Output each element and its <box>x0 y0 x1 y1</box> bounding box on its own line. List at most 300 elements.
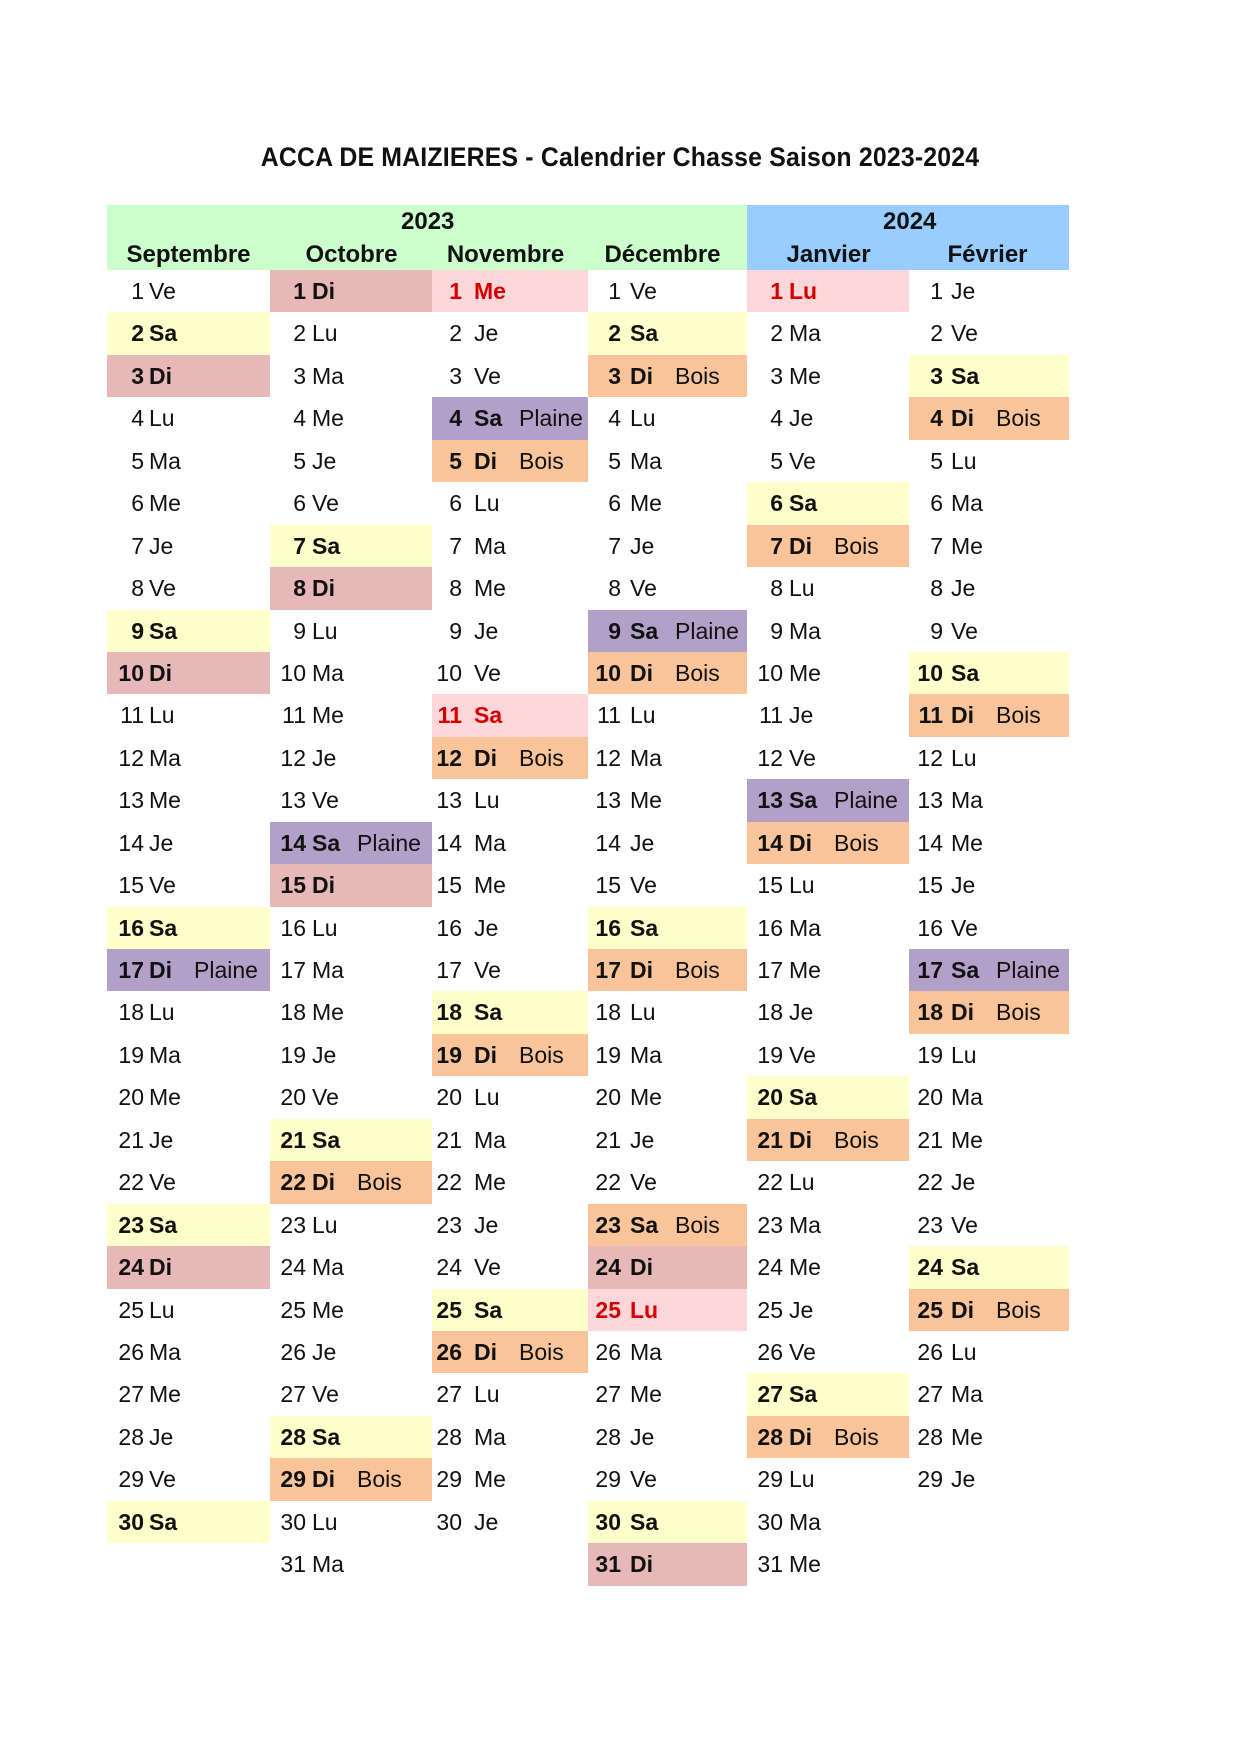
day-cell <box>909 694 1069 736</box>
weekday-abbrev: Ve <box>312 1381 339 1408</box>
day-cell <box>747 822 909 864</box>
day-cell <box>747 525 909 567</box>
day-cell <box>747 652 909 694</box>
day-number: 9 <box>770 617 783 644</box>
weekday-abbrev: Ma <box>312 659 344 686</box>
day-number: 22 <box>595 1169 621 1196</box>
day-number: 19 <box>118 1041 144 1068</box>
day-cell <box>909 1289 1069 1331</box>
day-cell <box>588 694 747 736</box>
day-number: 16 <box>436 914 462 941</box>
day-number: 16 <box>757 914 783 941</box>
weekday-abbrev: Sa <box>149 617 178 644</box>
day-number: 20 <box>118 1084 144 1111</box>
day-cell <box>107 1161 270 1203</box>
month-column-2 <box>432 270 588 1543</box>
weekday-abbrev: Lu <box>789 1466 815 1493</box>
day-number: 16 <box>595 914 621 941</box>
weekday-abbrev: Ve <box>789 1338 816 1365</box>
day-number: 4 <box>770 405 783 432</box>
weekday-abbrev: Ve <box>149 1466 176 1493</box>
weekday-abbrev: Je <box>789 702 814 729</box>
day-number: 22 <box>118 1169 144 1196</box>
weekday-abbrev: Je <box>149 1126 174 1153</box>
weekday-abbrev: Ve <box>149 1169 176 1196</box>
day-cell <box>107 1076 270 1118</box>
day-number: 16 <box>118 914 144 941</box>
weekday-abbrev: Ve <box>630 1169 657 1196</box>
weekday-abbrev: Ve <box>630 872 657 899</box>
day-cell <box>588 355 747 397</box>
day-number: 30 <box>280 1508 306 1535</box>
day-cell <box>909 270 1069 312</box>
day-cell <box>909 440 1069 482</box>
day-cell <box>588 482 747 524</box>
day-cell <box>107 652 270 694</box>
weekday-abbrev: Je <box>474 1211 499 1238</box>
day-number: 15 <box>595 872 621 899</box>
day-number: 5 <box>770 447 783 474</box>
day-number: 25 <box>757 1296 783 1323</box>
weekday-abbrev: Di <box>951 702 974 729</box>
weekday-abbrev: Di <box>149 1254 172 1281</box>
day-number: 26 <box>595 1338 621 1365</box>
weekday-abbrev: Je <box>312 744 337 771</box>
day-cell <box>588 991 747 1033</box>
day-number: 24 <box>280 1254 306 1281</box>
day-number: 13 <box>917 787 943 814</box>
month-header-novembre: Novembre <box>446 241 565 268</box>
day-cell <box>432 864 588 906</box>
weekday-abbrev: Sa <box>951 957 980 983</box>
day-number: 26 <box>757 1338 783 1365</box>
day-number: 13 <box>436 787 462 814</box>
day-number: 25 <box>595 1296 621 1323</box>
day-cell <box>432 1076 588 1118</box>
day-cell <box>909 864 1069 906</box>
weekday-abbrev: Me <box>474 278 506 304</box>
weekday-abbrev: Ve <box>630 1466 657 1493</box>
day-cell <box>432 1331 588 1373</box>
day-number: 21 <box>118 1126 144 1153</box>
day-number: 18 <box>917 999 943 1026</box>
hunt-type-label: Plaine <box>996 957 1060 983</box>
weekday-abbrev: Ma <box>149 744 181 771</box>
weekday-abbrev: Je <box>474 914 499 941</box>
day-number: 27 <box>436 1381 462 1408</box>
day-cell <box>747 1543 909 1585</box>
hunt-type-label: Bois <box>519 447 564 474</box>
day-cell <box>909 482 1069 524</box>
day-number: 19 <box>595 1041 621 1068</box>
day-number: 18 <box>280 999 306 1026</box>
hunt-type-label: Bois <box>834 1126 879 1153</box>
day-cell <box>107 1373 270 1415</box>
day-cell <box>107 1289 270 1331</box>
hunt-type-label: Bois <box>675 659 720 686</box>
day-number: 12 <box>436 744 462 771</box>
weekday-abbrev: Lu <box>789 575 815 602</box>
weekday-abbrev: Ve <box>951 914 978 941</box>
day-number: 6 <box>131 490 144 517</box>
weekday-abbrev: Sa <box>474 702 503 729</box>
weekday-abbrev: Sa <box>630 617 659 644</box>
day-cell <box>270 610 432 652</box>
day-cell <box>270 1204 432 1246</box>
month-column-3 <box>588 270 747 1586</box>
day-cell <box>588 312 747 354</box>
weekday-abbrev: Lu <box>474 490 500 517</box>
day-cell <box>432 991 588 1033</box>
hunt-type-label: Plaine <box>675 617 739 644</box>
day-cell <box>588 397 747 439</box>
day-cell <box>909 1373 1069 1415</box>
day-number: 24 <box>118 1254 144 1281</box>
weekday-abbrev: Ve <box>951 320 978 347</box>
day-number: 7 <box>131 532 144 559</box>
weekday-abbrev: Sa <box>630 914 659 941</box>
day-cell <box>432 1458 588 1500</box>
weekday-abbrev: Je <box>630 829 655 856</box>
day-cell <box>747 694 909 736</box>
day-number: 26 <box>118 1338 144 1365</box>
day-number: 18 <box>595 999 621 1026</box>
day-cell <box>747 949 909 991</box>
weekday-abbrev: Lu <box>312 914 338 941</box>
year-2023-label: 2023 <box>401 208 455 235</box>
day-number: 19 <box>917 1041 943 1068</box>
weekday-abbrev: Ve <box>789 1041 816 1068</box>
weekday-abbrev: Me <box>474 872 506 899</box>
hunt-type-label: Bois <box>996 702 1041 729</box>
day-cell <box>588 779 747 821</box>
weekday-abbrev: Di <box>951 999 974 1026</box>
day-number: 1 <box>293 278 306 304</box>
day-cell <box>107 525 270 567</box>
day-cell <box>747 1034 909 1076</box>
hunt-type-label: Bois <box>675 957 720 983</box>
day-number: 10 <box>757 659 783 686</box>
weekday-abbrev: Sa <box>789 490 818 517</box>
day-number: 27 <box>917 1381 943 1408</box>
day-number: 26 <box>280 1338 306 1365</box>
day-cell <box>909 1161 1069 1203</box>
day-cell <box>747 610 909 652</box>
day-number: 15 <box>280 872 306 899</box>
day-cell <box>588 440 747 482</box>
day-cell <box>432 1119 588 1161</box>
day-number: 3 <box>770 362 783 389</box>
day-cell <box>747 1246 909 1288</box>
weekday-abbrev: Me <box>149 490 181 517</box>
day-cell <box>588 567 747 609</box>
day-cell <box>909 312 1069 354</box>
hunt-type-label: Bois <box>834 1423 879 1450</box>
day-number: 9 <box>449 617 462 644</box>
day-number: 10 <box>436 659 462 686</box>
day-number: 25 <box>917 1296 943 1323</box>
day-number: 29 <box>595 1466 621 1493</box>
day-cell <box>747 779 909 821</box>
weekday-abbrev: Sa <box>312 829 341 856</box>
day-number: 22 <box>757 1169 783 1196</box>
header-2023 <box>107 205 747 270</box>
weekday-abbrev: Lu <box>312 320 338 347</box>
month-header-fevrier: Février <box>947 241 1028 268</box>
day-number: 29 <box>436 1466 462 1493</box>
weekday-abbrev: Ma <box>951 787 983 814</box>
day-number: 7 <box>770 532 783 559</box>
day-number: 9 <box>608 617 621 644</box>
day-cell <box>432 694 588 736</box>
day-number: 4 <box>930 405 943 432</box>
weekday-abbrev: Ma <box>312 362 344 389</box>
day-cell <box>107 1204 270 1246</box>
day-cell <box>588 652 747 694</box>
day-cell <box>270 1373 432 1415</box>
weekday-abbrev: Me <box>312 405 344 432</box>
hunt-type-label: Plaine <box>519 405 583 432</box>
day-cell <box>747 440 909 482</box>
hunt-type-label: Bois <box>996 1296 1041 1323</box>
day-cell <box>588 907 747 949</box>
day-number: 19 <box>280 1041 306 1068</box>
day-cell <box>909 610 1069 652</box>
month-header-decembre: Décembre <box>604 241 721 268</box>
weekday-abbrev: Lu <box>312 1508 338 1535</box>
day-number: 25 <box>118 1296 144 1323</box>
weekday-abbrev: Je <box>312 447 337 474</box>
day-cell <box>588 1076 747 1118</box>
day-cell <box>432 482 588 524</box>
weekday-abbrev: Di <box>789 1423 812 1450</box>
day-cell <box>432 610 588 652</box>
weekday-abbrev: Ma <box>951 490 983 517</box>
day-cell <box>909 1034 1069 1076</box>
weekday-abbrev: Lu <box>789 872 815 899</box>
weekday-abbrev: Je <box>951 1169 976 1196</box>
day-number: 21 <box>595 1126 621 1153</box>
day-number: 10 <box>917 659 943 686</box>
day-number: 16 <box>280 914 306 941</box>
day-number: 28 <box>118 1423 144 1450</box>
month-column-4 <box>747 270 909 1586</box>
weekday-abbrev: Ma <box>630 1338 662 1365</box>
day-number: 2 <box>930 320 943 347</box>
day-cell <box>747 1416 909 1458</box>
day-cell <box>270 1331 432 1373</box>
day-cell <box>909 1416 1069 1458</box>
day-number: 31 <box>757 1551 783 1578</box>
day-number: 23 <box>917 1211 943 1238</box>
weekday-abbrev: Lu <box>789 278 818 304</box>
day-cell <box>747 1501 909 1543</box>
day-cell <box>270 779 432 821</box>
weekday-abbrev: Lu <box>474 1381 500 1408</box>
weekday-abbrev: Di <box>789 1126 812 1153</box>
day-cell <box>107 991 270 1033</box>
day-cell <box>747 864 909 906</box>
weekday-abbrev: Ve <box>149 872 176 899</box>
hunt-type-label: Bois <box>996 405 1041 432</box>
day-number: 13 <box>595 787 621 814</box>
day-cell <box>107 907 270 949</box>
weekday-abbrev: Lu <box>630 1296 659 1323</box>
day-number: 2 <box>293 320 306 347</box>
day-number: 22 <box>917 1169 943 1196</box>
day-cell <box>432 525 588 567</box>
weekday-abbrev: Lu <box>630 405 656 432</box>
day-cell <box>432 1034 588 1076</box>
day-number: 12 <box>280 744 306 771</box>
weekday-abbrev: Di <box>630 1254 653 1281</box>
day-number: 10 <box>280 659 306 686</box>
weekday-abbrev: Me <box>630 1381 662 1408</box>
day-number: 5 <box>131 447 144 474</box>
weekday-abbrev: Me <box>474 1466 506 1493</box>
day-cell <box>432 440 588 482</box>
weekday-abbrev: Di <box>149 659 172 686</box>
weekday-abbrev: Sa <box>630 1508 659 1535</box>
day-number: 7 <box>449 532 462 559</box>
day-number: 23 <box>595 1211 621 1238</box>
weekday-abbrev: Di <box>474 1041 497 1068</box>
month-column-0 <box>107 270 270 1543</box>
day-number: 26 <box>436 1338 462 1365</box>
day-cell <box>107 949 270 991</box>
weekday-abbrev: Ma <box>312 957 344 983</box>
weekday-abbrev: Ve <box>630 575 657 602</box>
day-number: 14 <box>595 829 621 856</box>
day-number: 17 <box>917 957 943 983</box>
day-number: 22 <box>436 1169 462 1196</box>
weekday-abbrev: Je <box>951 1466 976 1493</box>
day-number: 15 <box>917 872 943 899</box>
day-number: 9 <box>131 617 144 644</box>
day-number: 11 <box>597 702 621 729</box>
day-number: 6 <box>930 490 943 517</box>
day-cell <box>432 312 588 354</box>
weekday-abbrev: Lu <box>951 744 977 771</box>
day-number: 12 <box>595 744 621 771</box>
hunt-type-label: Plaine <box>357 829 421 856</box>
weekday-abbrev: Me <box>789 1551 821 1578</box>
weekday-abbrev: Di <box>630 1551 653 1578</box>
hunt-type-label: Bois <box>519 1338 564 1365</box>
weekday-abbrev: Lu <box>312 1211 338 1238</box>
day-cell <box>909 652 1069 694</box>
weekday-abbrev: Sa <box>630 320 659 347</box>
day-cell <box>747 270 909 312</box>
day-cell <box>270 1076 432 1118</box>
day-number: 6 <box>449 490 462 517</box>
weekday-abbrev: Sa <box>149 320 178 347</box>
day-cell <box>107 1458 270 1500</box>
day-cell <box>270 1034 432 1076</box>
day-cell <box>747 991 909 1033</box>
weekday-abbrev: Sa <box>312 532 341 559</box>
weekday-abbrev: Je <box>951 575 976 602</box>
hunt-type-label: Bois <box>519 744 564 771</box>
weekday-abbrev: Lu <box>630 702 656 729</box>
weekday-abbrev: Ve <box>474 1254 501 1281</box>
weekday-abbrev: Lu <box>474 1084 500 1111</box>
day-cell <box>107 1331 270 1373</box>
day-cell <box>747 1119 909 1161</box>
day-cell <box>588 1543 747 1585</box>
weekday-abbrev: Sa <box>474 405 503 432</box>
day-cell <box>588 1416 747 1458</box>
day-number: 11 <box>282 702 306 729</box>
month-column-5 <box>909 270 1069 1501</box>
day-cell <box>747 907 909 949</box>
day-number: 11 <box>120 702 144 729</box>
day-cell <box>107 1501 270 1543</box>
day-number: 10 <box>595 659 621 686</box>
weekday-abbrev: Ma <box>951 1381 983 1408</box>
weekday-abbrev: Ma <box>789 617 821 644</box>
day-cell <box>107 397 270 439</box>
day-cell <box>107 694 270 736</box>
weekday-abbrev: Ve <box>789 447 816 474</box>
weekday-abbrev: Je <box>789 1296 814 1323</box>
weekday-abbrev: Me <box>789 957 821 983</box>
weekday-abbrev: Lu <box>149 702 175 729</box>
weekday-abbrev: Ve <box>474 659 501 686</box>
day-cell <box>107 355 270 397</box>
day-cell <box>432 737 588 779</box>
day-number: 24 <box>757 1254 783 1281</box>
weekday-abbrev: Ve <box>312 490 339 517</box>
hunt-type-label: Bois <box>996 999 1041 1026</box>
day-number: 2 <box>608 320 621 347</box>
day-cell <box>270 270 432 312</box>
weekday-abbrev: Sa <box>312 1423 341 1450</box>
header-2024 <box>747 205 1069 270</box>
day-number: 13 <box>118 787 144 814</box>
day-cell <box>432 949 588 991</box>
weekday-abbrev: Sa <box>312 1126 341 1153</box>
day-number: 18 <box>757 999 783 1026</box>
day-number: 6 <box>608 490 621 517</box>
day-cell <box>588 1034 747 1076</box>
day-cell <box>909 397 1069 439</box>
day-cell <box>270 1458 432 1500</box>
day-cell <box>107 1119 270 1161</box>
weekday-abbrev: Ma <box>630 1041 662 1068</box>
day-cell <box>270 652 432 694</box>
day-number: 18 <box>436 999 462 1026</box>
day-number: 12 <box>118 744 144 771</box>
day-number: 24 <box>917 1254 943 1281</box>
weekday-abbrev: Di <box>312 872 335 899</box>
day-number: 30 <box>757 1508 783 1535</box>
day-number: 20 <box>757 1084 783 1111</box>
weekday-abbrev: Di <box>789 829 812 856</box>
day-number: 27 <box>757 1381 783 1408</box>
weekday-abbrev: Je <box>630 1126 655 1153</box>
day-number: 30 <box>595 1508 621 1535</box>
day-number: 28 <box>436 1423 462 1450</box>
day-cell <box>270 397 432 439</box>
day-number: 8 <box>293 575 306 602</box>
weekday-abbrev: Di <box>149 362 172 389</box>
day-number: 28 <box>595 1423 621 1450</box>
weekday-abbrev: Me <box>789 1254 821 1281</box>
day-number: 27 <box>595 1381 621 1408</box>
day-number: 11 <box>759 702 783 729</box>
day-cell <box>909 1246 1069 1288</box>
